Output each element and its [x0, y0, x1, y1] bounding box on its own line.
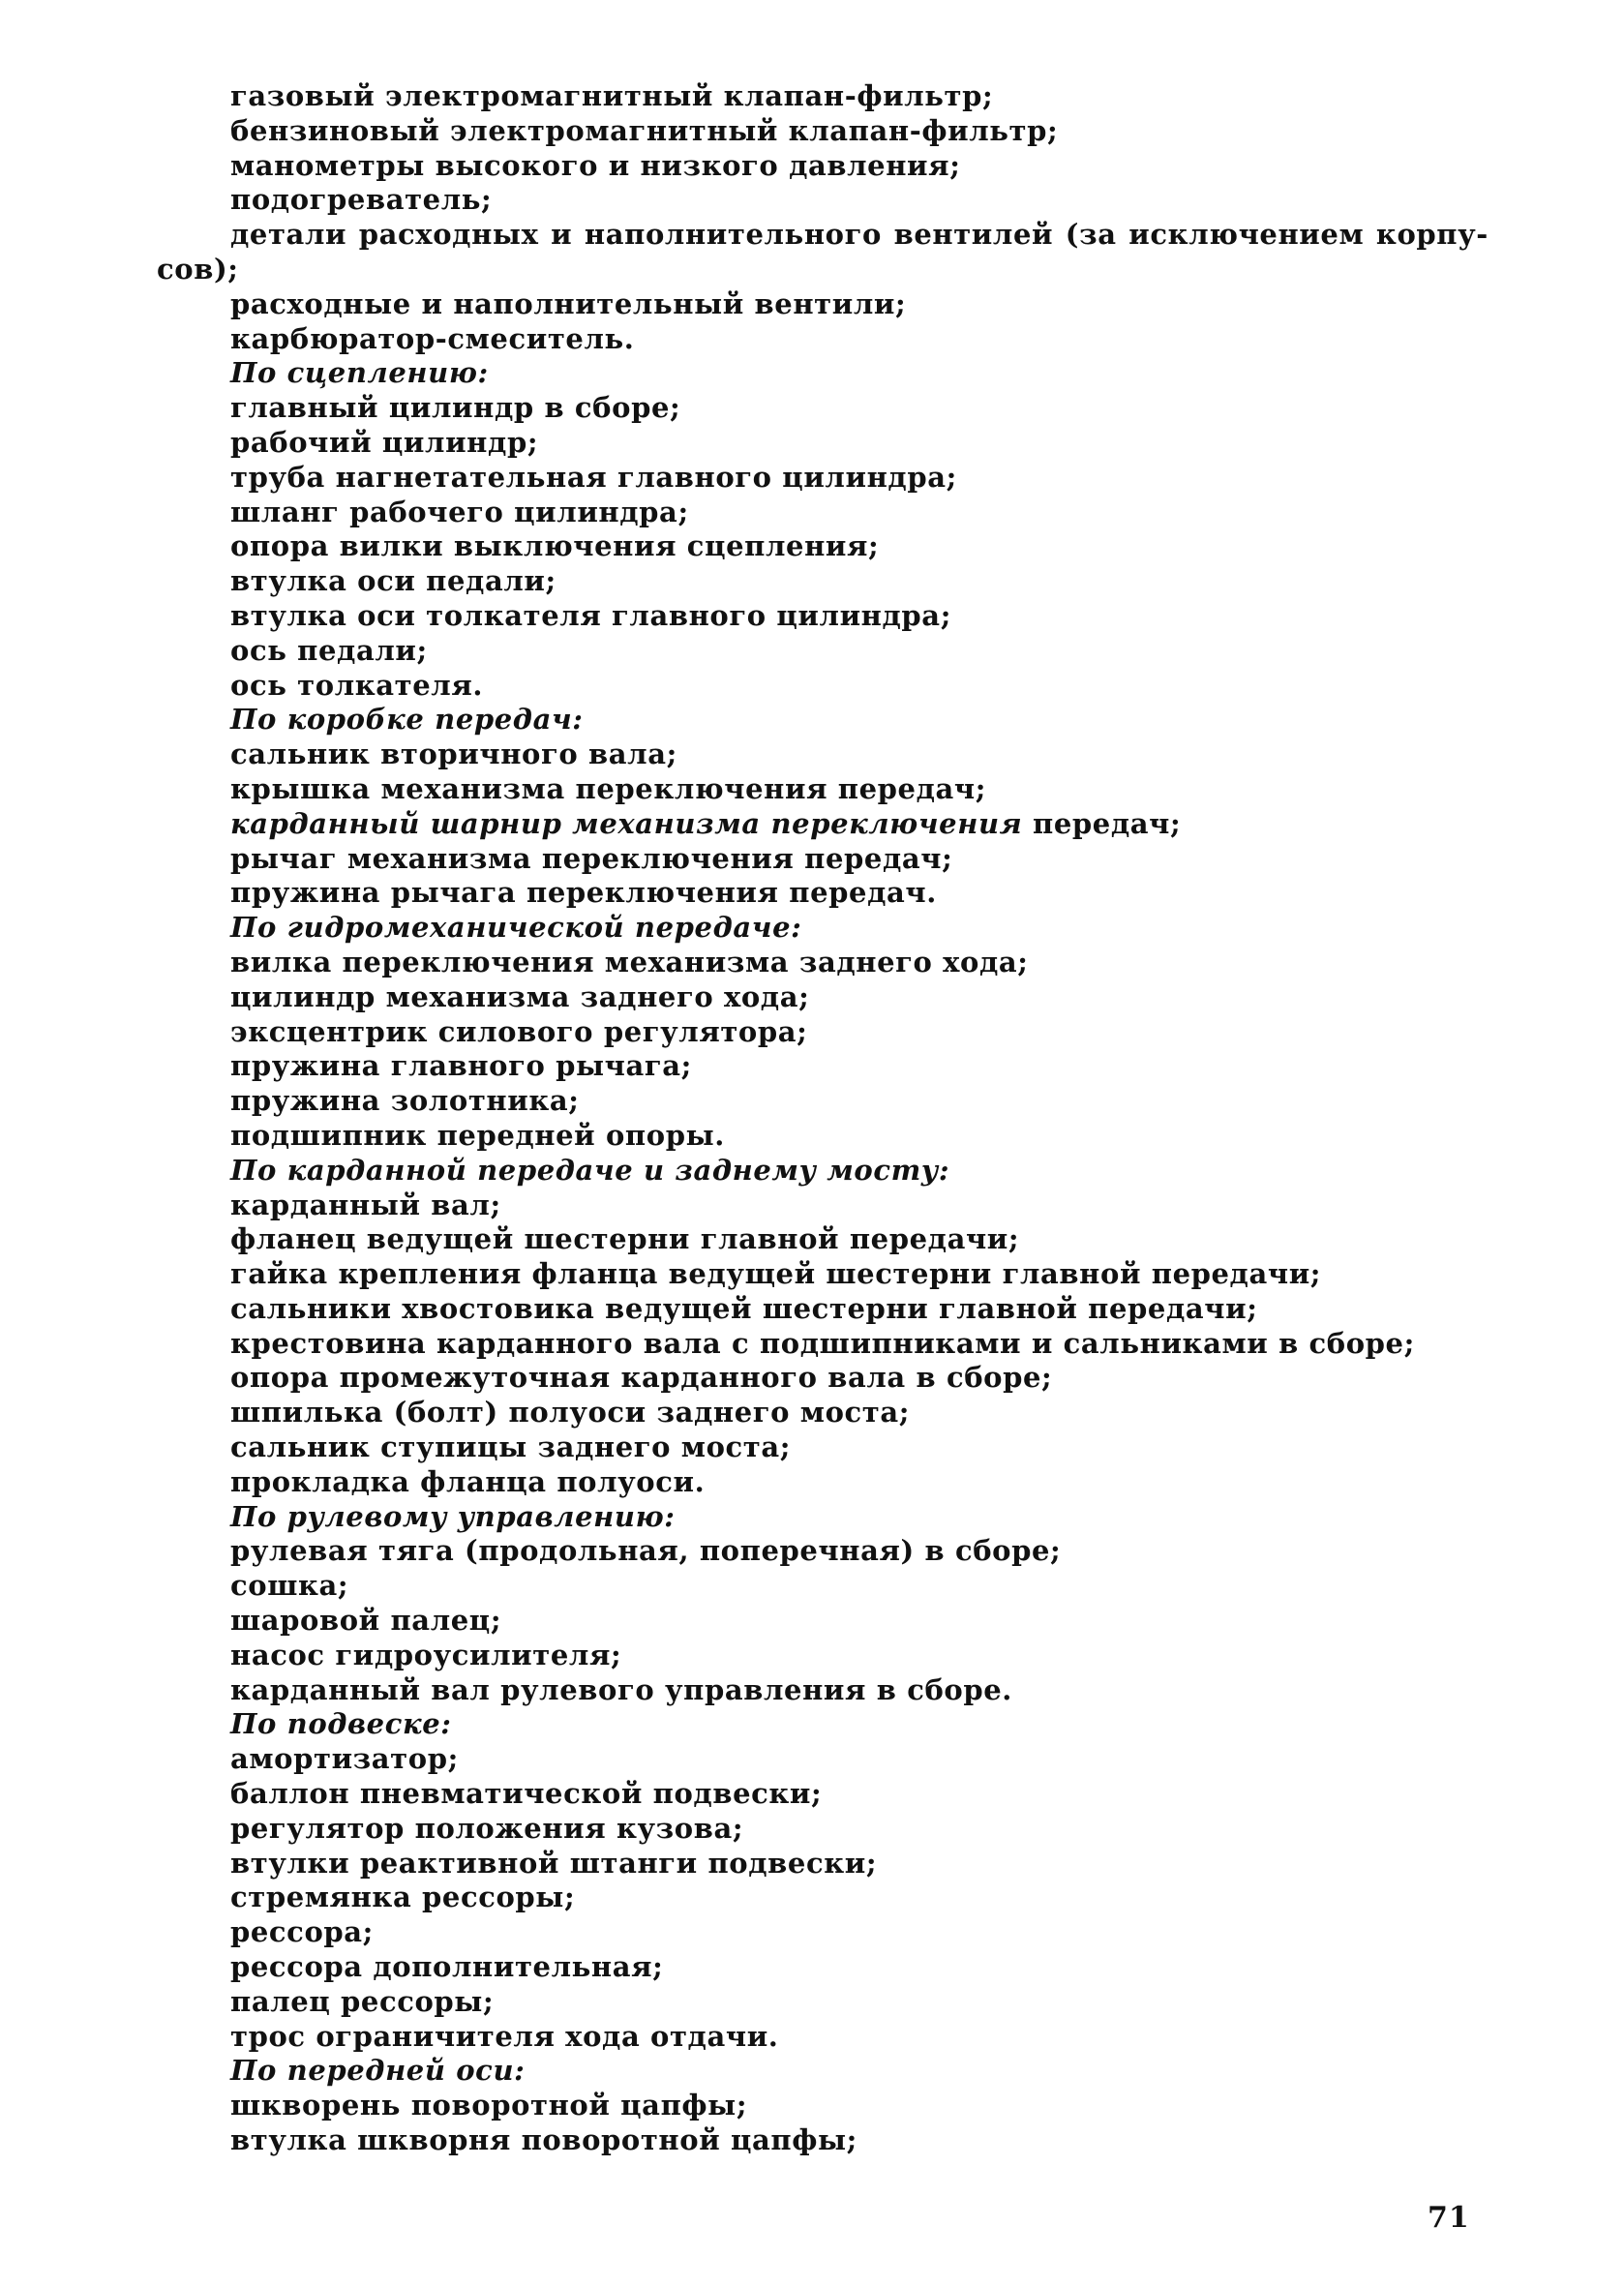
list-item: сальник ступицы заднего моста; — [230, 1430, 792, 1464]
word: расходных — [358, 218, 539, 252]
list-item-wrapped — [230, 218, 1489, 253]
list-item: эксцентрик силового регулятора; — [230, 1014, 808, 1048]
word: корпу- — [1375, 218, 1489, 252]
text-fragment: передач; — [1022, 806, 1182, 840]
list-item: труба нагнетательная главного цилиндра; — [230, 460, 957, 494]
list-item: сошка; — [230, 1569, 349, 1603]
list-item: баллон пневматической подвески; — [230, 1777, 823, 1811]
list-item: рабочий цилиндр; — [230, 425, 539, 459]
list-item: пружина золотника; — [230, 1084, 580, 1118]
list-item: карданный вал; — [230, 1188, 501, 1221]
list-item: ось толкателя. — [230, 668, 484, 702]
section-heading-front-axle: По передней оси: — [230, 2054, 526, 2088]
list-item — [230, 807, 1489, 842]
word: вентилей — [893, 218, 1054, 252]
word: (за — [1065, 218, 1117, 252]
list-item: фланец ведущей шестерни главной передачи; — [230, 1222, 1020, 1256]
list-item: карданный вал рулевого управления в сборе. — [230, 1672, 1012, 1706]
list-item: шпилька (болт) полуоси заднего моста; — [230, 1396, 911, 1429]
page-number: 71 — [1428, 2201, 1470, 2235]
list-item: вилка переключения механизма заднего хода; — [230, 945, 1029, 978]
list-item: сальник вторичного вала; — [230, 737, 677, 771]
list-item: карбюратор-смеситель. — [230, 321, 635, 355]
list-item: регулятор положения кузова; — [230, 1811, 744, 1845]
list-item: гайка крепления фланца ведущей шестерни главной передачи; — [230, 1257, 1322, 1291]
word: исключением — [1128, 218, 1365, 252]
list-item: пружина главного рычага; — [230, 1049, 692, 1083]
list-item: втулки реактивной штанги подвески; — [230, 1846, 878, 1880]
italic-fragment: карданный шарнир механизма переключения — [230, 806, 1023, 840]
list-item: расходные и наполнительный вентили; — [230, 286, 907, 320]
list-item-continuation: сов); — [157, 252, 239, 286]
word: наполнительного — [584, 218, 882, 252]
list-item: рессора; — [230, 1915, 374, 1949]
list-item: шкворень поворотной цапфы; — [230, 2089, 748, 2122]
list-item: амортизатор; — [230, 1742, 459, 1776]
list-item: бензиновый электромагнитный клапан-фильтр; — [230, 113, 1059, 147]
section-heading-gearbox: По коробке передач: — [230, 703, 584, 737]
list-item: рычаг механизма переключения передач; — [230, 841, 953, 875]
list-item: крышка механизма переключения передач; — [230, 771, 987, 805]
list-item: шланг рабочего цилиндра; — [230, 495, 689, 528]
list-item: рессора дополнительная; — [230, 1950, 664, 1984]
section-heading-clutch: По сцеплению: — [230, 356, 489, 390]
list-item: опора вилки выключения сцепления; — [230, 529, 880, 563]
section-heading-suspension: По подвеске: — [230, 1707, 452, 1741]
list-item: палец рессоры; — [230, 1984, 495, 2018]
list-item: подшипник передней опоры. — [230, 1118, 725, 1152]
list-item: главный цилиндр в сборе; — [230, 391, 681, 425]
list-item: прокладка фланца полуоси. — [230, 1464, 706, 1498]
list-item: насос гидроусилителя; — [230, 1638, 622, 1671]
list-item: шаровой палец; — [230, 1604, 502, 1638]
list-item: рулевая тяга (продольная, поперечная) в сборе; — [230, 1534, 1062, 1568]
list-item: стремянка рессоры; — [230, 1881, 576, 1914]
list-item: опора промежуточная карданного вала в сборе; — [230, 1361, 1053, 1395]
list-item: манометры высокого и низкого давления; — [230, 148, 961, 182]
section-heading-hydromechanical: По гидромеханической передаче: — [230, 911, 802, 945]
list-item: подогреватель; — [230, 183, 493, 217]
section-heading-steering: По рулевому управлению: — [230, 1499, 676, 1533]
list-item: сальники хвостовика ведущей шестерни главной передачи; — [230, 1291, 1258, 1325]
section-heading-driveshaft: По карданной передаче и заднему мосту: — [230, 1153, 950, 1187]
parts-list — [157, 79, 1489, 2158]
list-item: втулка шкворня поворотной цапфы; — [230, 2123, 857, 2157]
list-item: втулка оси толкателя главного цилиндра; — [230, 598, 952, 632]
list-item: цилиндр механизма заднего хода; — [230, 979, 810, 1013]
word: и — [551, 218, 573, 252]
word: детали — [230, 218, 347, 252]
list-item: втулка оси педали; — [230, 564, 556, 598]
list-item: крестовина карданного вала с подшипниками и сальниками в сборе; — [230, 1326, 1415, 1360]
list-item: пружина рычага переключения передач. — [230, 876, 937, 910]
list-item: газовый электромагнитный клапан-фильтр; — [230, 79, 994, 112]
list-item: ось педали; — [230, 633, 428, 667]
list-item: трос ограничителя хода отдачи. — [230, 2019, 779, 2053]
